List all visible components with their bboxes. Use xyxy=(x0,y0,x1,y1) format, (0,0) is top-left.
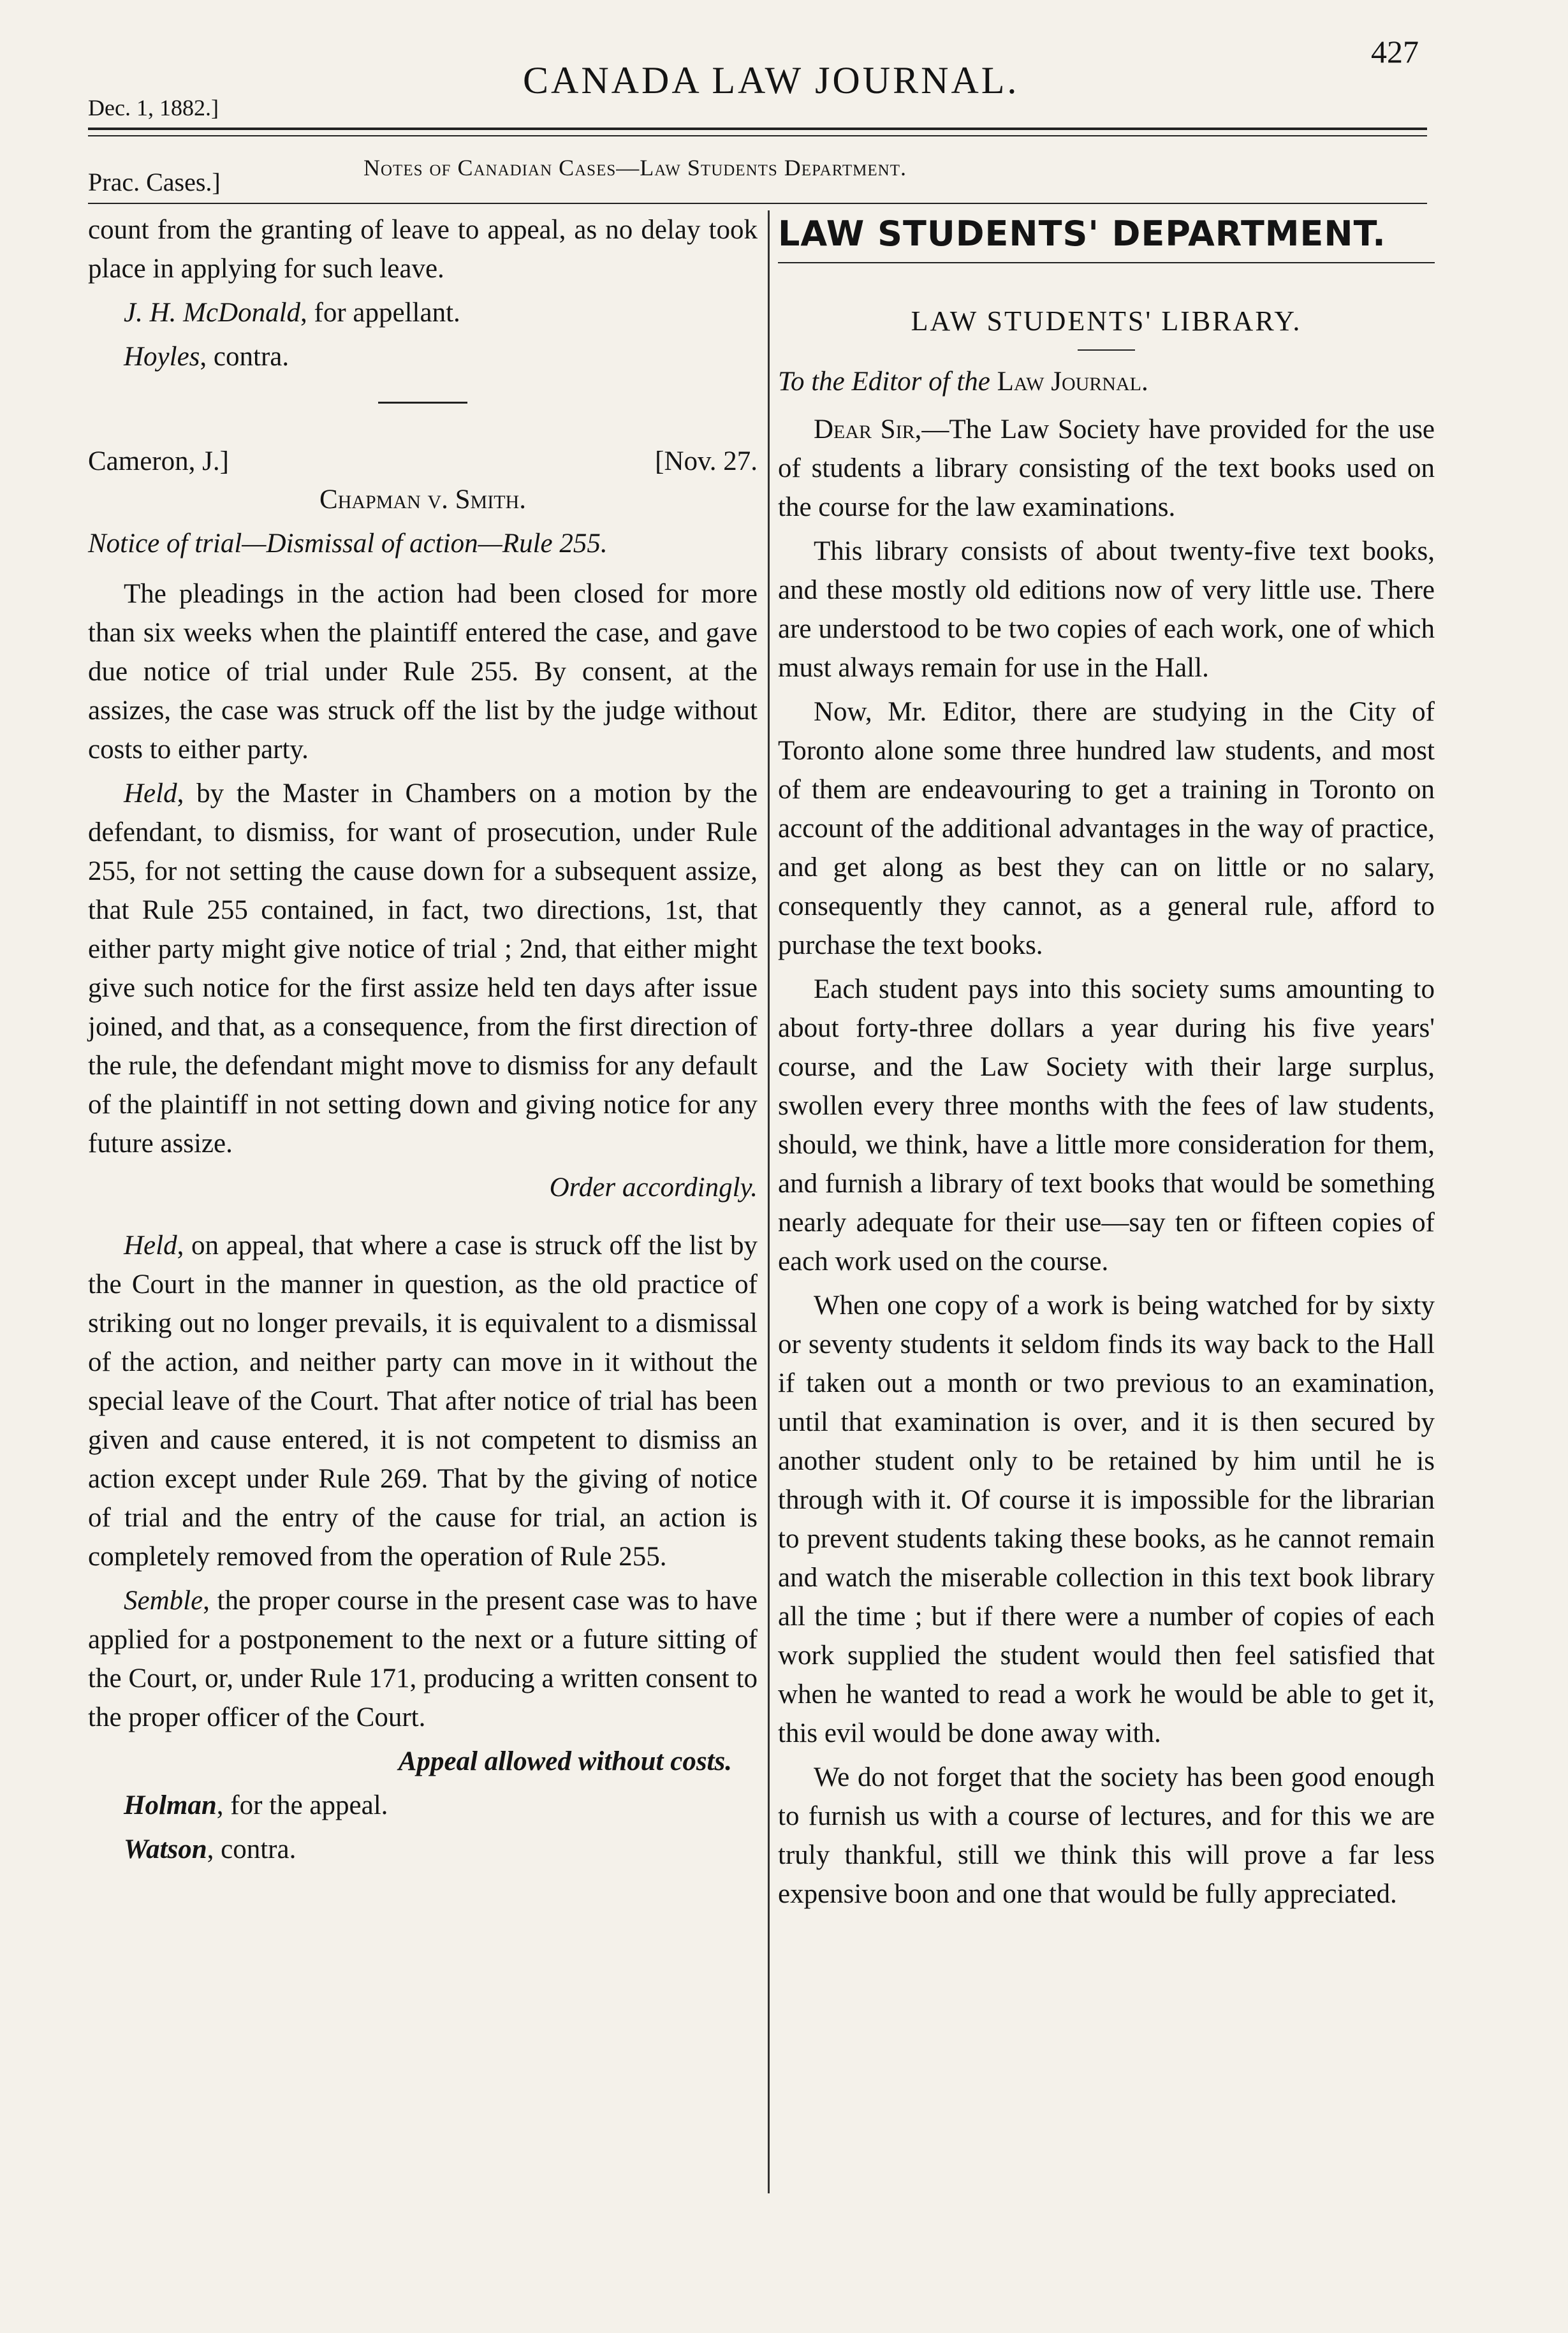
paragraph xyxy=(778,410,1435,527)
counsel-line xyxy=(88,293,758,332)
to-editor-line xyxy=(778,362,1435,401)
paragraph xyxy=(88,1226,758,1576)
paragraph: This library consists of about twenty-five text books, and these mostly old editions now of very little use. There are understood to be two copies of each work, one of which must always remain for use in the Hall. xyxy=(778,536,1435,683)
case-title: Chapman v. Smith. xyxy=(319,485,526,515)
paragraph: count from the granting of leave to appeal, as no delay took place in applying for such leave. xyxy=(88,215,758,284)
counsel-name: Holman xyxy=(124,1790,217,1820)
counsel-name: J. H. McDonald xyxy=(124,298,301,328)
case-date: [Nov. 27. xyxy=(655,446,758,476)
library-rule xyxy=(1078,349,1135,351)
held-word: Held xyxy=(124,779,177,808)
right-column xyxy=(778,210,1435,1919)
paragraph: We do not forget that the society has been good enough to furnish us with a course of lectures, and for this we are truly thankful, still we think this will prove a far less expensive boon and one that would be fully appreciated. xyxy=(778,1762,1435,1909)
journal-title: CANADA LAW JOURNAL. xyxy=(523,59,1020,101)
paragraph: Each student pays into this society sums amounting to about forty-three dollars a year during his five years' course, and the Law Society with their large surplus, swollen every three months with the fees of law students, should, we think, have a little more consideration for them, and furnish a library of text books that would be something nearly adequate for their use—say ten or fifteen copies of each work used on the course. xyxy=(778,974,1435,1276)
counsel-line xyxy=(88,1786,758,1825)
order-line: Appeal allowed without costs. xyxy=(398,1746,732,1776)
counsel-line xyxy=(88,337,758,376)
counsel-role: , contra. xyxy=(200,342,289,372)
paragraph: The pleadings in the action had been closed for more than six weeks when the plaintiff entered the case, and gave due notice of trial under Rule 255. By consent, at the assizes, the case was struck off the list by the judge without costs to either party. xyxy=(88,579,758,764)
header-rule-bottom xyxy=(88,203,1427,204)
library-heading: LAW STUDENTS' LIBRARY. xyxy=(911,305,1302,337)
paragraph: Now, Mr. Editor, there are studying in the City of Toronto alone some three hundred law students, and most of them are endeavouring to get a training in Toronto on account of the additional advantages in the way of practice, and get along as best they can on little or no salary, consequently they cannot, as a general rule, afford to purchase the text books. xyxy=(778,697,1435,960)
paragraph: When one copy of a work is being watched for by sixty or seventy students it seldom finds its way back to the Hall if taken out a month or two previous to an examination, until that examination is over, and it is then secured by another student only to be retained by him until he is through with it. Of course it is impossible for the librarian to prevent students taking these books, as he cannot remain and watch the miserable collection in this text book library all the time ; but if there were a number of copies of each work supplied the student would then feel satisfied that when he wanted to read a work he would be able to get it, this evil would be done away with. xyxy=(778,1291,1435,1748)
judge-name: Cameron, J.] xyxy=(88,446,229,476)
salutation: Dear Sir, xyxy=(814,414,922,444)
order-line: Order accordingly. xyxy=(549,1173,758,1203)
paragraph-text: —The Law Society have provided for the use of students a library consisting of the text books used on the course for the law examinations. xyxy=(778,414,1435,522)
case-header xyxy=(88,435,758,480)
counsel-role: , contra. xyxy=(207,1834,297,1864)
department-rule xyxy=(778,262,1435,263)
issue-date: Dec. 1, 1882.] xyxy=(88,95,219,121)
section-label-left: Prac. Cases.] xyxy=(88,168,221,196)
counsel-role: , for the appeal. xyxy=(216,1790,388,1820)
column-divider xyxy=(768,210,770,2193)
semble-word: Semble xyxy=(124,1586,203,1616)
department-heading: LAW STUDENTS' DEPARTMENT. xyxy=(778,214,1386,254)
held-word: Held xyxy=(124,1231,177,1261)
counsel-role: , for appellant. xyxy=(300,298,460,328)
case-subject: Notice of trial—Dismissal of action—Rule 255. xyxy=(88,529,608,559)
case-separator xyxy=(378,402,467,404)
counsel-line xyxy=(88,1830,758,1869)
journal-name: Law Journal. xyxy=(997,367,1148,397)
counsel-name: Hoyles xyxy=(124,342,200,372)
semble-text: , the proper course in the present case was to have applied for a postponement to the next or a future sitting of the Court, or, under Rule 171, producing a written consent to the proper officer of the Court. xyxy=(88,1586,758,1732)
held-text: , on appeal, that where a case is struck off the list by the Court in the manner in question, as the old practice of striking out no longer prevails, it is equivalent to a dismissal of the action, and neither party can move in it without the special leave of the Court. That after notice of trial has been given and cause entered, it is not competent to dismiss an action except under Rule 269. That by the giving of notice of trial and the entry of the cause for trial, an action is completely removed from the operation of Rule 255. xyxy=(88,1231,758,1572)
held-text: , by the Master in Chambers on a motion by the defendant, to dismiss, for want of prosecution, under Rule 255, for not setting the cause down for a subsequent assize, that Rule 255 contained, in fact, two directions, 1st, that either party might give notice of trial ; 2nd, that either might give such notice for the first assize held ten days after issue joined, and that, as a consequence, from the first direction of the rule, the defendant might move to dismiss for any default of the plaintiff in not setting down and giving notice for any future assize. xyxy=(88,779,758,1159)
left-column xyxy=(88,210,758,1874)
paragraph xyxy=(88,774,758,1163)
to-editor-text: To the Editor of the xyxy=(778,367,990,397)
header-rule-top-thin xyxy=(88,135,1427,136)
header-rule-top xyxy=(88,128,1427,130)
section-running-head: Notes of Canadian Cases—Law Students Department. xyxy=(363,155,907,180)
counsel-name: Watson xyxy=(124,1834,207,1864)
paragraph xyxy=(88,1581,758,1737)
page-number: 427 xyxy=(1371,34,1419,69)
